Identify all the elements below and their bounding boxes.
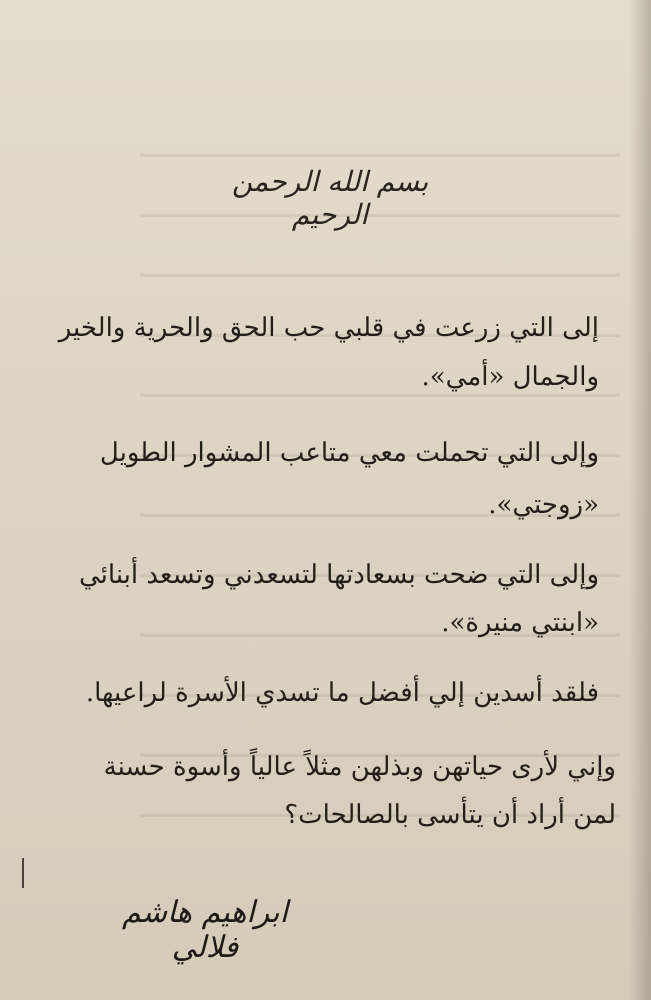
dedication-line-6: «ابنتي منيرة». (441, 608, 599, 638)
dedication-line-7: فلقد أسدين إلي أفضل ما تسدي الأسرة لراعيها. (85, 678, 599, 708)
dedication-line-1: إلى التي زرعت في قلبي حب الحق والحرية والخير (58, 313, 599, 343)
dedication-line-5: وإلى التي ضحت بسعادتها لتسعدني وتسعد أبنائي (79, 560, 599, 590)
dedication-line-8: وإني لأرى حياتهن وبذلهن مثلاً عالياً وأسوة حسنة (103, 752, 616, 782)
dedication-line-4: «زوجتي». (488, 490, 599, 520)
margin-pen-mark (22, 858, 24, 888)
dedication-line-9: لمن أراد أن يتأسى بالصالحات؟ (284, 800, 616, 830)
dedication-line-3: وإلى التي تحملت معي متاعب المشوار الطويل (99, 438, 599, 468)
page-gutter-shadow (629, 0, 651, 1000)
dedication-line-2: والجمال «أمي». (421, 362, 599, 392)
handwritten-signature: ابراهيم هاشم فلالي (121, 895, 288, 965)
basmala-heading: بسم الله الرحمن الرحيم (231, 165, 429, 231)
